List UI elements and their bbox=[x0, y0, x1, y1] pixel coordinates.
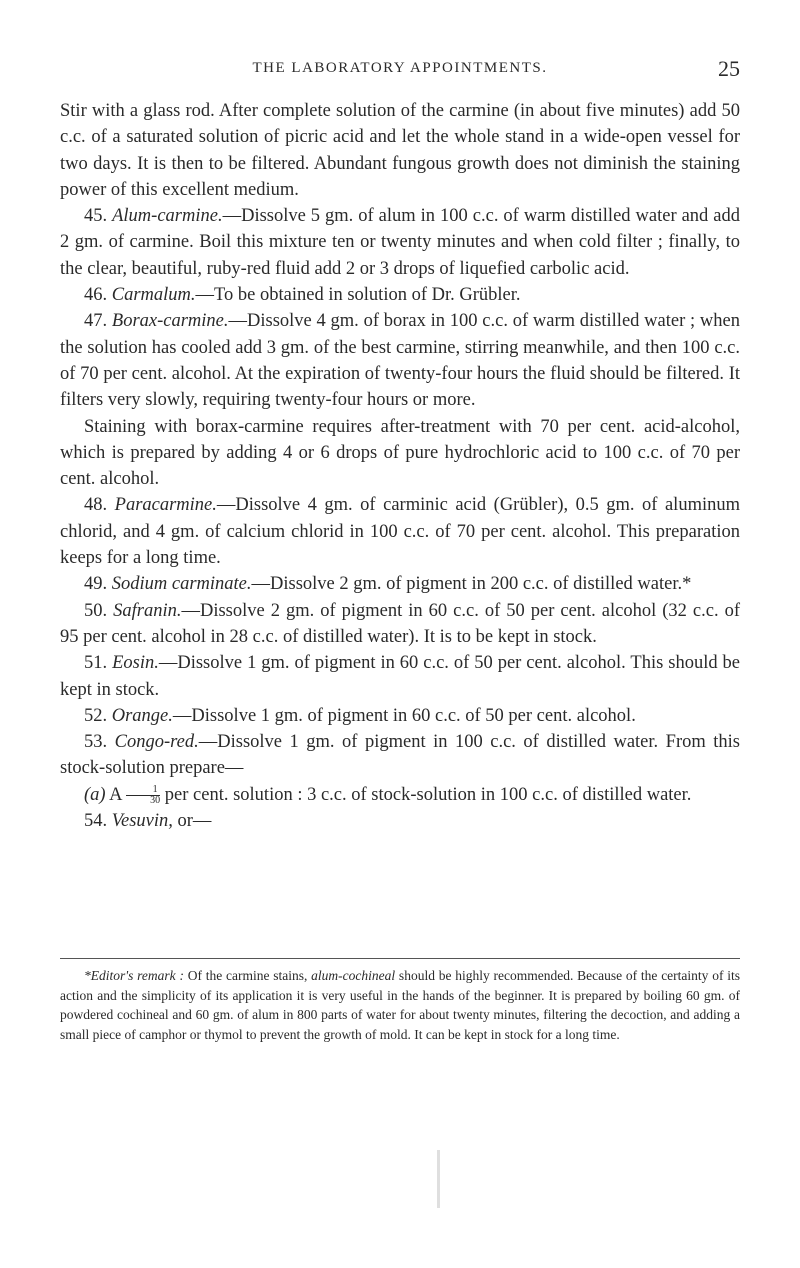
section-text: or— bbox=[172, 811, 212, 832]
section-50 bbox=[60, 598, 740, 651]
section-52 bbox=[60, 703, 740, 729]
section-text: —Dissolve 5 gm. of alum in 100 c.c. of warm distilled water and add 2 gm. of carmine. Boil this mixture ten or twenty minutes and when cold filter ; finally, to the clear, beautiful, ruby-red fluid add 2 or 3 drops of liquefied carbolic acid. bbox=[60, 206, 740, 279]
section-title: Congo-red. bbox=[114, 732, 199, 753]
section-number: 45. bbox=[84, 206, 108, 227]
footnote-pre: Of the carmine stains, bbox=[183, 968, 312, 983]
section-title: Safranin. bbox=[113, 600, 182, 621]
section-number: 52. bbox=[84, 705, 108, 726]
section-text: —Dissolve 4 gm. of carminic acid (Grübler), 0.5 gm. of aluminum chlorid, and 4 gm. of calcium chlorid in 100 c.c. of 70 per cent. alcohol. This preparation keeps for a long time. bbox=[60, 495, 740, 569]
footnote-paragraph bbox=[60, 966, 740, 1044]
fraction-denominator: 30 bbox=[126, 795, 160, 806]
section-51 bbox=[60, 650, 740, 703]
section-46 bbox=[60, 282, 740, 308]
section-text: —Dissolve 1 gm. of pigment in 60 c.c. of 50 per cent. alcohol. bbox=[172, 705, 636, 726]
footnote-term: alum-cochineal bbox=[311, 968, 396, 983]
section-53 bbox=[60, 729, 740, 782]
fraction-numerator: 1 bbox=[152, 783, 158, 795]
section-number: 46. bbox=[84, 285, 108, 306]
section-54 bbox=[60, 808, 740, 834]
section-text: —Dissolve 2 gm. of pigment in 60 c.c. of 50 per cent. alcohol (32 c.c. of 95 per cent. alcohol in 28 c.c. of distilled water). It is to be kept in stock. bbox=[60, 600, 740, 647]
section-text: —Dissolve 2 gm. of pigment in 200 c.c. of distilled water.* bbox=[251, 574, 692, 595]
section-title: Sodium carminate. bbox=[111, 574, 252, 595]
section-text: —Dissolve 1 gm. of pigment in 60 c.c. of 50 per cent. alcohol. This should be kept in stock. bbox=[60, 653, 741, 700]
section-number: 54. bbox=[84, 811, 108, 832]
section-49 bbox=[60, 571, 740, 597]
footnote-lead: *Editor's remark : bbox=[84, 968, 184, 983]
footnote-divider bbox=[60, 958, 740, 959]
section-title: Eosin. bbox=[112, 653, 159, 674]
section-text: —Dissolve 4 gm. of borax in 100 c.c. of warm distilled water ; when the solution has cooled add 3 gm. of the best carmine, stirring meanwhile, and then 100 c.c. of 70 per cent. alcohol. At the expiration of twenty-four hours the fluid should be filtered. It filters very slowly, requiring twenty-four hours or more. bbox=[60, 311, 741, 411]
footnote-text: should be highly recommended. Because of the certainty of its action and the simplicity of its application it is very useful in the hands of the beginner. It is prepared by boiling 60 gm. of powdered cochineal and 60 gm. of alum in 800 parts of water for about twenty minutes, filtering the decoction, and adding a small piece of camphor or thymol to prevent the growth of mold. It can be kept in stock for a long time. bbox=[60, 968, 740, 1042]
section-title: Paracarmine. bbox=[114, 495, 217, 516]
section-45 bbox=[60, 203, 740, 282]
page-number: 25 bbox=[718, 56, 740, 81]
section-number: 51. bbox=[84, 653, 108, 674]
section-number: 47. bbox=[84, 311, 108, 332]
section-title: Alum-carmine. bbox=[112, 206, 223, 227]
footnote bbox=[60, 966, 740, 1044]
section-number: 49. bbox=[84, 574, 108, 595]
section-47-note: Staining with borax-carmine requires after-treatment with 70 per cent. acid-alcohol, which is prepared by adding 4 or 6 drops of pure hydrochloric acid to 100 c.c. of 70 per cent. alcohol. bbox=[60, 416, 740, 490]
fraction bbox=[126, 785, 160, 806]
section-number: 53. bbox=[84, 732, 108, 753]
section-47 bbox=[60, 308, 740, 413]
section-48 bbox=[60, 492, 740, 571]
section-number: 48. bbox=[84, 495, 108, 516]
paragraph-continuation: Stir with a glass rod. After complete solution of the carmine (in about five minutes) add 50 c.c. of a saturated solution of picric acid and let the whole stand in a wide-open vessel for two days. It is then to be filtered. Abundant fungous growth does not diminish the staining power of this excellent medium. bbox=[60, 101, 740, 200]
section-text: —Dissolve 1 gm. of pigment in 100 c.c. of distilled water. From this stock-solution prepare— bbox=[60, 732, 740, 779]
section-title: Orange. bbox=[111, 705, 173, 726]
section-number: 50. bbox=[84, 600, 108, 621]
section-text: —To be obtained in solution of Dr. Grübler. bbox=[195, 285, 521, 306]
scan-artifact bbox=[437, 1150, 440, 1208]
main-text bbox=[60, 98, 740, 834]
section-title: Vesuvin, bbox=[111, 811, 173, 832]
section-53a bbox=[60, 782, 740, 808]
item-label: (a) bbox=[84, 784, 106, 805]
section-title: Borax-carmine. bbox=[111, 311, 229, 332]
item-text: per cent. solution : 3 c.c. of stock-solution in 100 c.c. of distilled water. bbox=[160, 784, 692, 805]
section-title: Carmalum. bbox=[111, 285, 196, 306]
item-pre: A bbox=[105, 784, 127, 805]
running-head-title: THE LABORATORY APPOINTMENTS. bbox=[252, 60, 548, 76]
